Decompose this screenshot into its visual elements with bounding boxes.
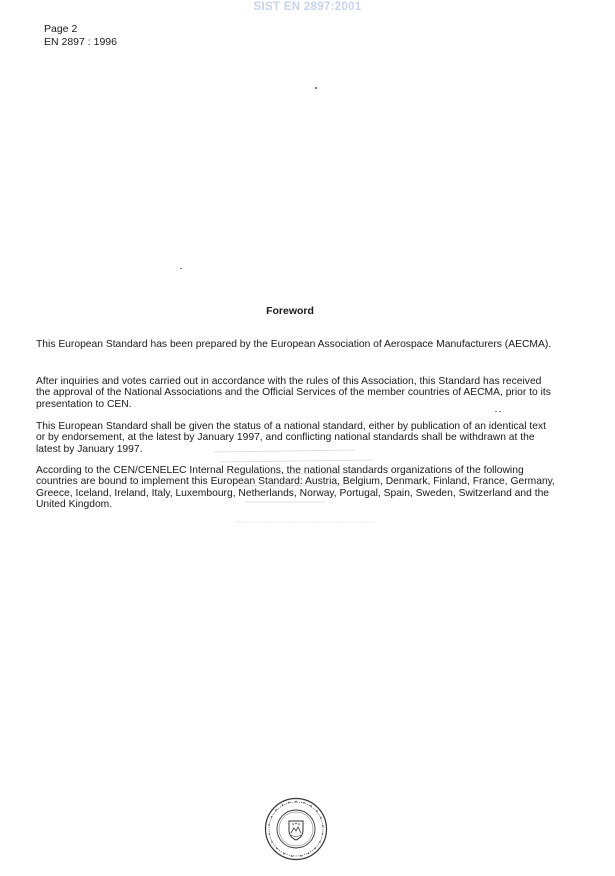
watermark: SIST EN 2897:2001 xyxy=(253,1,362,13)
page-number: Page 2 xyxy=(44,23,78,35)
paragraph-approval: After inquiries and votes carried out in accordance with the rules of this Association, this Standard has received the approval of the National Associations and the Official Services of the member countries of AECMA, prior to its presentation to CEN. xyxy=(36,376,551,410)
page-header xyxy=(44,23,117,49)
paragraph-aecma: This European Standard has been prepared by the European Association of Aerospace Manufacturers (AECMA). xyxy=(36,339,552,350)
paragraph-regulations: According to the CEN/CENELEC Internal Regulations, the national standards organizations of the following countries are bound to implement this European Standard: Austria, Belgium, Denmark, Finland, France, Germany, Greece, Iceland, Ireland, Italy, Luxembourg, Netherlands, Norway, Portugal, Spain, Sweden, Switzerland and the United Kingdom. xyxy=(36,465,555,511)
scan-speck xyxy=(180,268,182,269)
scan-speck xyxy=(315,87,317,89)
scan-speck xyxy=(499,411,501,412)
scan-speck xyxy=(495,411,497,412)
paragraph-status: This European Standard shall be given the status of a national standard, either by publication of an identical text or by endorsement, at the latest by January 1997, and conflicting national standards shall be withdrawn at the latest by January 1997. xyxy=(36,421,547,455)
document-id: EN 2897 : 1996 xyxy=(44,36,117,48)
official-seal xyxy=(264,797,328,861)
section-title: Foreword xyxy=(266,305,314,317)
